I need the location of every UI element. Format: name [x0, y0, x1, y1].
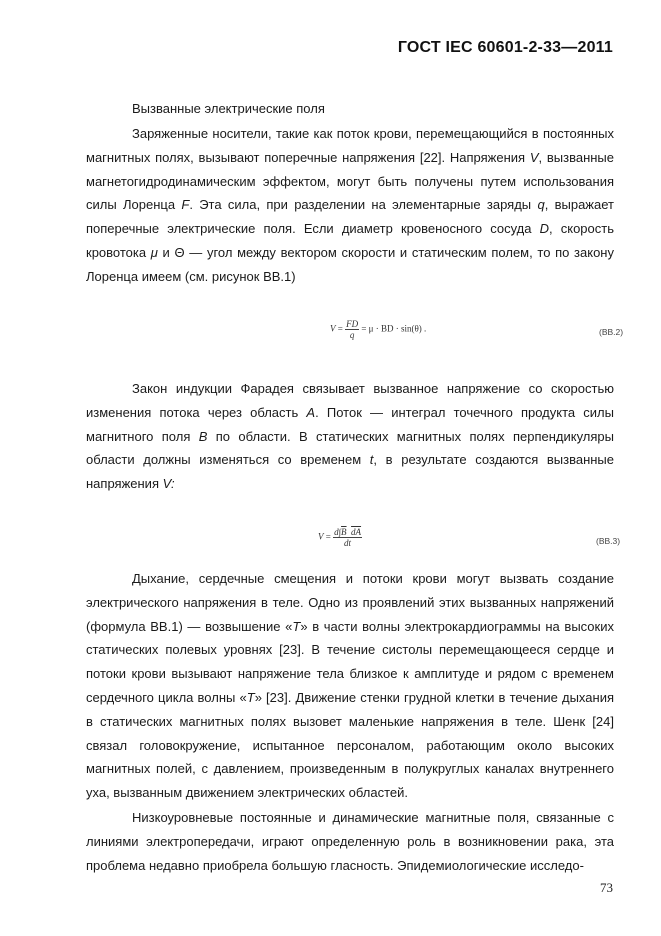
page-number: 73 — [600, 880, 613, 895]
paragraph-block-1 — [86, 122, 614, 289]
paragraph-faraday: Закон индукции Фарадея связывает вызванное напряжение со скоростью изменения потока через область A. Поток — интеграл точечного продукта силы магнитного поля B по области. В статических магнитных полях перпендикуляры области должны изменяться со временем t, в результате создаются вызванные напряжения V: — [86, 381, 615, 492]
paragraph-breathing: Дыхание, сердечные смещения и потоки крови могут вызвать создание электрического напряжения в теле. Одно из проявлений этих вызванных напряжений (формула ВВ.1) — возвышение «T» в части волны электрокардиограммы на высоких статических полевых уровнях [23]. В течение систолы перемещающееся сердце и потоки крови вызывают напряжение тела близкое к амплитуде и рядом с временем сердечного цикла волны «T» [23]. Движение стенки грудной клетки в течение дыхания в статических магнитных полях вызовет маленькие напряжения в теле. Шенк [24] связал головокружение, испытанное персоналом, работающим около высоких магнитных полей, с давлением, произведенным в полукруглых каналах внутреннего уха, вызванным движением электрических областей. — [86, 571, 614, 801]
paragraph-block-3 — [86, 567, 614, 877]
paragraph-lorentz: Заряженные носители, такие как поток крови, перемещающийся в постоянных магнитных полях, вызывают поперечные напряжения [22]. Напряжения V, вызванные магнетогидродинамическим эффектом, могут быть получены путем использования силы Лоренца F. Эта сила, при разделении на элементарные заряды q, выражает поперечные электрические поля. Если диаметр кровеносного сосуда D, скорость кровотока μ и Θ — угол между вектором скорости и статическим полем, то по закону Лоренца имеем (см. рисунок ВВ.1) — [86, 126, 614, 284]
formula-bb3: V = $\frac{d\int\overline{B} \overline{dA}}{dt}$ — [318, 527, 362, 548]
section-subhead: Вызванные электрические поля — [132, 101, 325, 116]
paragraph-block-2 — [86, 377, 614, 496]
formula-bb3-fraction: $\frac{d\int\overline{B} \overline{dA}}{dt}$ — [334, 527, 362, 548]
formula-bb2-number: (ВВ.2) — [599, 327, 624, 337]
formula-bb3-number: (ВВ.3) — [596, 536, 621, 546]
formula-bb2: V = $\frac{FD}{q}$ = μ · BD · sin(θ) . — [330, 319, 427, 340]
formula-bb2-fraction: $\frac{FD}{q}$ — [346, 319, 359, 340]
paragraph-low-level-fields: Низкоуровневые постоянные и динамические магнитные поля, связанные с линиями электропередачи, играют определенную роль в возникновении рака, эта проблема недавно приобрела большую гласность. Эпидемиологические исследо- — [86, 809, 614, 873]
standard-code-header: ГОСТ IEC 60601-2-33—2011 — [397, 39, 613, 56]
